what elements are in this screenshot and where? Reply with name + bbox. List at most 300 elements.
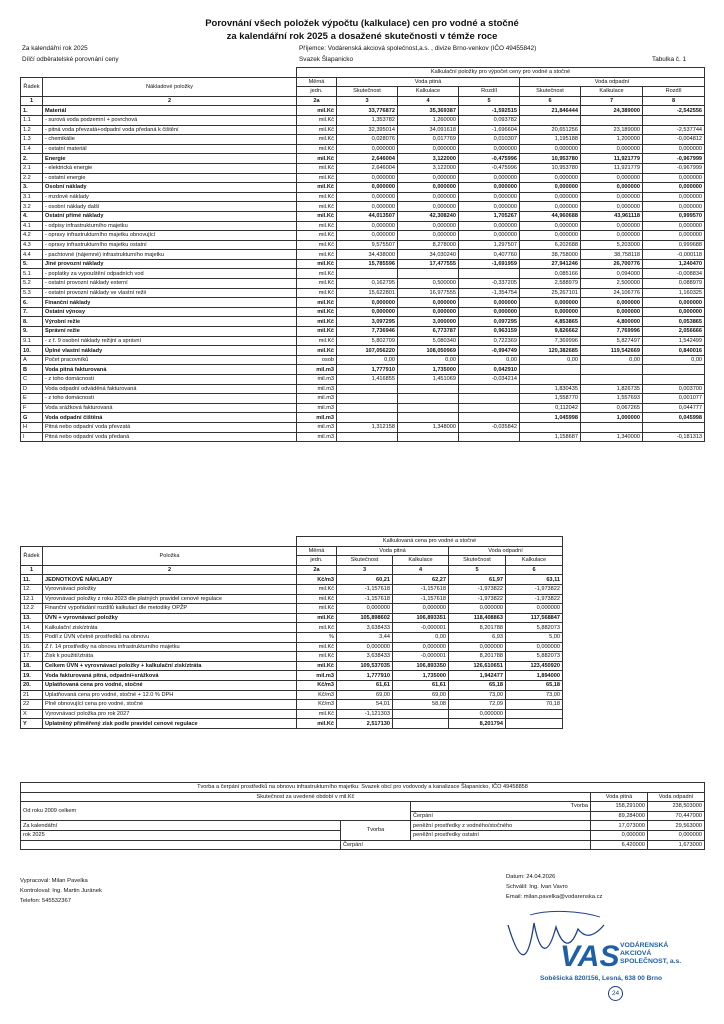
row-value: 8,201788 (449, 623, 506, 633)
row-id: F (21, 403, 43, 413)
t3-cell: 17,073000 (591, 821, 648, 831)
table-row (21, 173, 705, 183)
row-value: 2,646004 (337, 154, 398, 164)
t1-skut-vp: Skutečnost (337, 87, 398, 97)
email: Email: milan.pavelka@vodarenska.cz (506, 894, 603, 900)
row-label: Z ř. 14 prostředky na obnovu infrastrukturního majetku (43, 642, 297, 652)
table-row (21, 680, 563, 690)
row-label: - ostatní energie (43, 173, 297, 183)
row-label: - ostatní provozní náklady ve vlastní režii (43, 288, 297, 298)
row-value: 5,882073 (506, 623, 563, 633)
row-value (337, 432, 398, 442)
row-value: -0,337205 (459, 279, 520, 289)
row-value: 0,000000 (520, 183, 581, 193)
row-unit: mil.Kč (297, 135, 337, 145)
col-number: 3 (337, 96, 398, 106)
row-value (581, 365, 643, 375)
row-value: 1,160325 (643, 288, 705, 298)
table-row (21, 355, 705, 365)
row-label: - ostatní materiál (43, 144, 297, 154)
row-label: - ostatní provozní náklady externí (43, 279, 297, 289)
row-label: Materiál (43, 106, 297, 116)
row-label: Voda odpadní odváděná fakturovaná (43, 384, 297, 394)
row-value: 0,000000 (398, 202, 459, 212)
year-label: Za kalendářní rok 2025 (22, 45, 88, 52)
row-value: 0,067265 (581, 403, 643, 413)
table-row (21, 221, 705, 231)
row-value: 0,010307 (459, 135, 520, 145)
table-row (21, 327, 705, 337)
row-value: 0,000000 (643, 307, 705, 317)
row-id: 20. (21, 680, 43, 690)
table-row (21, 375, 705, 385)
row-unit: mil.m3 (297, 403, 337, 413)
table-row (21, 604, 563, 614)
row-value: 1,297507 (459, 240, 520, 250)
row-value: 0,000000 (398, 221, 459, 231)
row-value: 0,162795 (337, 279, 398, 289)
t1-jedn-header: jedn. (297, 87, 337, 97)
row-unit: mil.Kč (297, 279, 337, 289)
row-value: 0,093782 (459, 115, 520, 125)
row-value (459, 432, 520, 442)
row-id: 4. (21, 211, 43, 221)
row-id: 3.1 (21, 192, 43, 202)
row-value: -0,994749 (459, 346, 520, 356)
t1-rozdil-vo: Rozdíl (643, 87, 705, 97)
row-value: 1,353782 (337, 115, 398, 125)
row-value: 3,097295 (337, 317, 398, 327)
row-value: 0,094000 (581, 269, 643, 279)
row-unit: Kč/m3 (297, 575, 337, 585)
row-value: 1,348000 (398, 422, 459, 432)
row-value: 5,203000 (581, 240, 643, 250)
row-unit: mil.Kč (297, 250, 337, 260)
row-value: 0,000000 (337, 298, 398, 308)
table-row (21, 432, 705, 442)
row-id: 4.1 (21, 221, 43, 231)
row-value: 0,042910 (459, 365, 520, 375)
row-value (398, 269, 459, 279)
row-value: 44,013507 (337, 211, 398, 221)
row-value: 17,477555 (398, 259, 459, 269)
row-label: ÚVN + vyrovnávací položky (43, 613, 297, 623)
row-value: 0,000000 (520, 202, 581, 212)
row-unit: mil.Kč (297, 192, 337, 202)
col-number: 5 (449, 565, 506, 575)
row-id: 4.2 (21, 231, 43, 241)
row-unit: mil.m3 (297, 394, 337, 404)
row-value: 4,853865 (520, 317, 581, 327)
row-unit: mil.Kč (297, 144, 337, 154)
row-id: 1.2 (21, 125, 43, 135)
row-value (520, 365, 581, 375)
col-number: 4 (393, 565, 449, 575)
row-value: 0,000000 (337, 221, 398, 231)
row-value: -0,034214 (459, 375, 520, 385)
row-value: -0,181313 (643, 432, 705, 442)
t2-jedn-header: jedn. (297, 556, 337, 566)
row-label: Úplné vlastní náklady (43, 346, 297, 356)
table-row (21, 144, 705, 154)
row-value: 106,893350 (393, 661, 449, 671)
row-value: 44,960688 (520, 211, 581, 221)
row-value: -1,157618 (337, 594, 393, 604)
row-value: 1,705267 (459, 211, 520, 221)
row-value: 16,977555 (398, 288, 459, 298)
row-value: 2,056666 (643, 327, 705, 337)
t3-cerpani-label-2: Čerpání (341, 840, 591, 850)
row-value (459, 403, 520, 413)
table-row (21, 192, 705, 202)
row-id: 5.3 (21, 288, 43, 298)
row-value: 1,557693 (581, 394, 643, 404)
row-value (398, 384, 459, 394)
t1-number-row (21, 96, 705, 106)
row-value: 1,158687 (520, 432, 581, 442)
row-id: 17. (21, 652, 43, 662)
table-row (21, 298, 705, 308)
row-value: 0,000000 (520, 231, 581, 241)
row-label: Voda odpadní čištěná (43, 413, 297, 423)
row-value: 120,382685 (520, 346, 581, 356)
table-row (21, 642, 563, 652)
row-value: 65,18 (506, 680, 563, 690)
date: Datum: 24.04.2026 (506, 874, 556, 880)
table-row (21, 575, 563, 585)
row-value: 0,000000 (520, 298, 581, 308)
row-value: 0,000000 (506, 604, 563, 614)
col-number: 6 (506, 565, 563, 575)
row-value: 0,001077 (643, 394, 705, 404)
row-value: 0,088979 (643, 279, 705, 289)
row-id: 10. (21, 346, 43, 356)
row-value: 2,500000 (581, 279, 643, 289)
row-id: D (21, 384, 43, 394)
footer-right (506, 872, 602, 902)
row-unit: mil.Kč (297, 652, 337, 662)
row-value (393, 709, 449, 719)
row-unit: mil.Kč (297, 719, 337, 729)
t3-cell: 0,000000 (648, 830, 705, 840)
t2-kalk-vo: Kalkulace (506, 556, 563, 566)
row-value: 54,01 (337, 700, 393, 710)
row-unit: mil.Kč (297, 709, 337, 719)
row-value: 0,000000 (398, 183, 459, 193)
row-value: 3,122000 (398, 154, 459, 164)
table-row (21, 719, 563, 729)
row-value: 1,195188 (520, 135, 581, 145)
row-label: Voda fakturovaná pitná, odpadní+srážková (43, 671, 297, 681)
row-value: 7,769996 (581, 327, 643, 337)
row-value: 0,000000 (337, 604, 393, 614)
row-value: -0,000001 (393, 652, 449, 662)
row-value: 0,085166 (520, 269, 581, 279)
row-value: 27,941246 (520, 259, 581, 269)
row-id: 2. (21, 154, 43, 164)
col-number: 4 (398, 96, 459, 106)
col-number: 2 (43, 565, 297, 575)
table-row (21, 709, 563, 719)
row-value: 0,000000 (459, 298, 520, 308)
row-value: 7,736946 (337, 327, 398, 337)
row-value: -1,592515 (459, 106, 520, 116)
row-label: - chemikálie (43, 135, 297, 145)
row-label: - z toho domácnosti (43, 394, 297, 404)
table-row (21, 594, 563, 604)
table-row (21, 403, 705, 413)
row-value (337, 403, 398, 413)
table-row (21, 135, 705, 145)
row-value: 8,201794 (449, 719, 506, 729)
row-value: 0,000000 (337, 231, 398, 241)
row-id: X (21, 709, 43, 719)
row-value: 43,961118 (581, 211, 643, 221)
row-label: Voda srážková fakturovaná (43, 403, 297, 413)
row-value: 10,953780 (520, 163, 581, 173)
row-value: 0,407760 (459, 250, 520, 260)
row-unit: mil.Kč (297, 202, 337, 212)
row-value: 0,000000 (337, 173, 398, 183)
t1-rozdil-vp: Rozdíl (459, 87, 520, 97)
row-value: 69,00 (393, 690, 449, 700)
row-value: -1,973822 (449, 594, 506, 604)
row-value: 0,000000 (459, 173, 520, 183)
row-value: 24,389000 (581, 106, 643, 116)
logo-line-2: AKCIOVÁ (620, 950, 652, 957)
row-value: 1,830435 (520, 384, 581, 394)
row-label: Plně obnovující cena pro vodné, stočné (43, 700, 297, 710)
row-id: 22 (21, 700, 43, 710)
company-address: Soběšická 820/156, Lesná, 638 00 Brno (540, 975, 663, 982)
row-label: - pachtovné (nájemné) infrastrukturního majetku (43, 250, 297, 260)
row-value: 21,846444 (520, 106, 581, 116)
row-value: 119,542669 (581, 346, 643, 356)
phone: Telefon: 545532367 (20, 898, 71, 904)
t2-skut-vp: Skutečnost (337, 556, 393, 566)
row-unit: mil.Kč (297, 317, 337, 327)
row-label: Uplatněný přiměřený zisk podle pravidel cenové regulace (43, 719, 297, 729)
row-value: 1,200000 (581, 135, 643, 145)
row-unit: mil.Kč (297, 154, 337, 164)
row-label: Pitná nebo odpadní voda předaná (43, 432, 297, 442)
row-label: Počet pracovníků (43, 355, 297, 365)
t2-group-header: Kalkulovaná cena pro vodné a stočné (297, 537, 563, 547)
row-value: 1,558770 (520, 394, 581, 404)
row-value: 0,000000 (581, 221, 643, 231)
row-id: 5. (21, 259, 43, 269)
row-id: 5.2 (21, 279, 43, 289)
row-value: 0,000000 (581, 298, 643, 308)
row-id: 4.4 (21, 250, 43, 260)
row-value: 117,568847 (506, 613, 563, 623)
row-value: 0,112042 (520, 403, 581, 413)
row-id: 1.3 (21, 135, 43, 145)
t3-po: peněžní prostředky ostatní (411, 830, 591, 840)
t3-cell: 70,447000 (648, 811, 705, 821)
row-value: 1,312158 (337, 422, 398, 432)
row-value: 0,000000 (337, 642, 393, 652)
row-value (459, 413, 520, 423)
row-value: 4,800000 (581, 317, 643, 327)
table-row (21, 106, 705, 116)
row-value: 0,00 (643, 355, 705, 365)
row-value: 5,080340 (398, 336, 459, 346)
row-value: 7,369996 (520, 336, 581, 346)
row-value: 23,189000 (581, 125, 643, 135)
row-value: 0,000000 (459, 183, 520, 193)
row-value (337, 384, 398, 394)
row-label: - osobní náklady další (43, 202, 297, 212)
row-value: 70,18 (506, 700, 563, 710)
row-unit: mil.Kč (297, 661, 337, 671)
row-value: 0,017769 (398, 135, 459, 145)
t1-vp-header: Voda pitná (337, 77, 520, 87)
row-value: 0,044777 (643, 403, 705, 413)
checked-by: Kontroloval: Ing. Martin Juránek (20, 888, 102, 894)
row-id: I (21, 432, 43, 442)
row-value: 0,000000 (581, 173, 643, 183)
table-row (21, 250, 705, 260)
row-value (393, 719, 449, 729)
row-unit: mil.Kč (297, 269, 337, 279)
row-value (643, 422, 705, 432)
row-value: 105,898602 (337, 613, 393, 623)
t1-skut-vo: Skutečnost (520, 87, 581, 97)
t1-vo-header: Voda odpadní (520, 77, 705, 87)
row-value: 107,056220 (337, 346, 398, 356)
recipient: Příjemce: Vodárenská akciová společnost,a.s. , divize Brno-venkov (IČO 49455842) (299, 45, 537, 52)
row-value: 10,953780 (520, 154, 581, 164)
col-number: 5 (459, 96, 520, 106)
row-value: 0,840016 (643, 346, 705, 356)
row-value: -2,537744 (643, 125, 705, 135)
row-label: Ostatní výnosy (43, 307, 297, 317)
row-value: 0,00 (393, 632, 449, 642)
table-row (21, 422, 705, 432)
row-value (520, 375, 581, 385)
row-value: 9,826662 (520, 327, 581, 337)
row-value: -2,542556 (643, 106, 705, 116)
t3-cell: 158,291000 (591, 802, 648, 812)
t3-tvorba-label: Tvorba (411, 802, 591, 812)
t3-cell: 238,503000 (648, 802, 705, 812)
t2-vo-header: Voda odpadní (449, 546, 563, 556)
t3-title: Tvorba a čerpání prostředků na obnovu infrastrukturního majetku: Svazek obcí pro vodovody a kanalizace Šlapanicko, IČO 49458858 (21, 783, 705, 793)
row-value: 5,00 (506, 632, 563, 642)
table-row (21, 154, 705, 164)
row-id: 6. (21, 298, 43, 308)
row-value: 0,097295 (459, 317, 520, 327)
row-value: 0,999688 (643, 240, 705, 250)
row-value (581, 375, 643, 385)
row-value (506, 709, 563, 719)
row-value: 38,758118 (581, 250, 643, 260)
row-value: 0,000000 (337, 192, 398, 202)
row-label: Správní režie (43, 327, 297, 337)
row-unit: mil.Kč (297, 594, 337, 604)
row-value: 0,000000 (459, 221, 520, 231)
row-value: 0,000000 (581, 192, 643, 202)
row-value: 5,827497 (581, 336, 643, 346)
row-unit: mil.Kč (297, 584, 337, 594)
row-value: 6,773787 (398, 327, 459, 337)
row-unit: mil.Kč (297, 211, 337, 221)
table-row (21, 202, 705, 212)
row-value (337, 394, 398, 404)
row-value: 62,27 (393, 575, 449, 585)
row-value (643, 365, 705, 375)
t3-vp-header: Voda pitná (591, 792, 648, 802)
row-value: 73,00 (506, 690, 563, 700)
prepared-by: Vypracoval: Milan Pavelka (20, 878, 88, 884)
row-value: 2,646004 (337, 163, 398, 173)
row-unit: mil.Kč (297, 307, 337, 317)
row-value: -0,035842 (459, 422, 520, 432)
col-number: 6 (520, 96, 581, 106)
row-label: Výrobní režie (43, 317, 297, 327)
row-value: 0,000000 (520, 173, 581, 183)
row-value: 3,638433 (337, 652, 393, 662)
row-id: 21 (21, 690, 43, 700)
row-value: 5,882073 (506, 652, 563, 662)
row-value: 1,340000 (581, 432, 643, 442)
row-label: Uplatňovaná cena pro vodné, stočné + 12.0 % DPH (43, 690, 297, 700)
row-value: -1,157618 (337, 584, 393, 594)
table-row (21, 279, 705, 289)
row-value: 0,053865 (643, 317, 705, 327)
table-row (21, 125, 705, 135)
row-value: 0,000000 (459, 202, 520, 212)
row-value: -1,121303 (337, 709, 393, 719)
row-label: - opravy infrastrukturního majetku obnovující (43, 231, 297, 241)
row-value: -1,157618 (393, 584, 449, 594)
row-value: 58,08 (393, 700, 449, 710)
row-value: 1,735000 (398, 365, 459, 375)
row-value: 61,97 (449, 575, 506, 585)
row-value: -1,354754 (459, 288, 520, 298)
row-value: 15,785596 (337, 259, 398, 269)
row-value: 38,758000 (520, 250, 581, 260)
row-value: 1,045998 (520, 413, 581, 423)
row-value (643, 115, 705, 125)
row-label: Podíl z ÚVN včetně prostředků na obnovu (43, 632, 297, 642)
row-value (581, 115, 643, 125)
row-id: E (21, 394, 43, 404)
row-unit: mil.m3 (297, 432, 337, 442)
row-value (398, 413, 459, 423)
row-value: -0,475996 (459, 163, 520, 173)
row-value: 3,122000 (398, 163, 459, 173)
row-value: 0,000000 (459, 144, 520, 154)
row-value (643, 375, 705, 385)
row-value: 0,722369 (459, 336, 520, 346)
row-id: 16. (21, 642, 43, 652)
table-row (21, 231, 705, 241)
t3-tvorba-label-2: Tvorba (341, 821, 411, 840)
t1-merna-header: Měrná (297, 77, 337, 87)
row-value (506, 719, 563, 729)
row-value: 1,416855 (337, 375, 398, 385)
row-value: 0,028076 (337, 135, 398, 145)
table-row (21, 700, 563, 710)
row-value: -1,691959 (459, 259, 520, 269)
row-value: 1,777910 (337, 365, 398, 375)
t3-cell: 29,563000 (648, 821, 705, 831)
row-label: - z ř. 9 osobní náklady režijní a správní (43, 336, 297, 346)
row-value (459, 269, 520, 279)
row-id: 15. (21, 632, 43, 642)
